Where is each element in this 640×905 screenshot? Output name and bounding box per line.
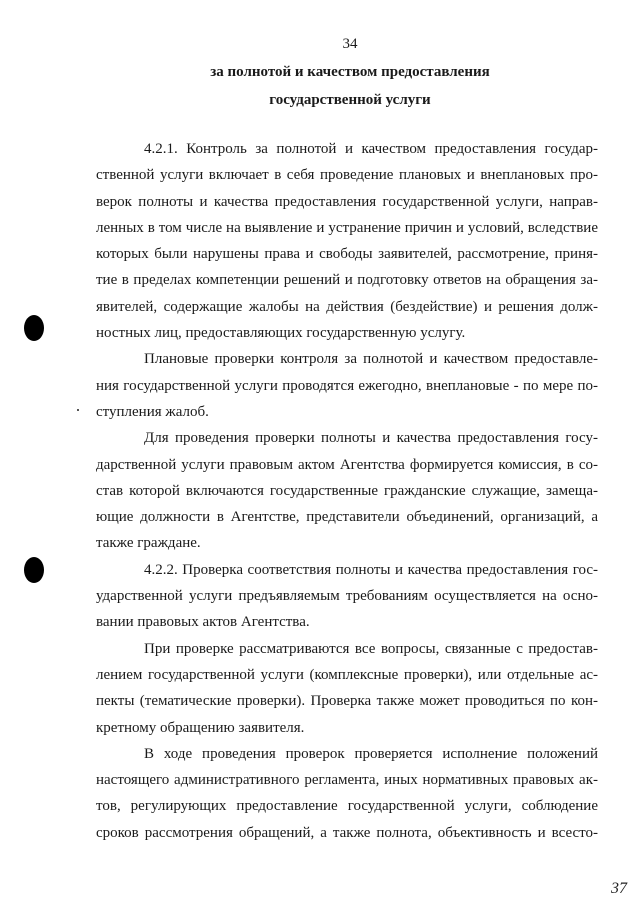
scan-speck	[77, 409, 79, 411]
text-line: ностных лиц, предоставляющих государственную услугу.	[96, 325, 466, 342]
text-line: пекты (тематические проверки). Проверка также может проводиться по кон-	[96, 693, 598, 710]
text-line: ющие должности в Агентстве, представители объединений, организаций, а	[96, 509, 598, 526]
section-heading-line-1: за полнотой и качеством предоставления	[210, 64, 490, 80]
handwritten-sheet-number: 37	[611, 880, 627, 897]
text-line: вании правовых актов Агентства.	[96, 614, 310, 631]
paragraph	[96, 136, 598, 346]
text-line: ленных в том числе на выявление и устранение причин и условий, вследствие	[96, 219, 598, 236]
text-line: настоящего административного регламента, иных нормативных правовых ак-	[96, 772, 598, 789]
text-line: также граждане.	[96, 535, 201, 552]
paragraph	[96, 636, 598, 741]
text-line: явителей, содержащие жалобы на действия (бездействие) и решения долж-	[96, 298, 598, 315]
paragraph	[96, 557, 598, 636]
text-line: лением государственной услуги (комплексные проверки), или отдельные ас-	[96, 666, 598, 683]
text-line: При проверке рассматриваются все вопросы, связанные с предостав-	[144, 640, 598, 657]
text-line: дарственной услуги правовым актом Агентства формируется комиссия, в со-	[96, 456, 598, 473]
text-line: ударственной услуги предъявляемым требованиям осуществляется на осно-	[96, 588, 598, 605]
text-line: тие в пределах компетенции решений и подготовку ответов на обращения за-	[96, 272, 598, 289]
text-line: 4.2.2. Проверка соответствия полноты и качества предоставления гос-	[144, 561, 598, 578]
punch-hole	[24, 557, 44, 583]
text-line: кретному обращению заявителя.	[96, 719, 305, 736]
text-line: ступления жалоб.	[96, 403, 209, 420]
punch-hole	[24, 315, 44, 341]
section-heading-line-2: государственной услуги	[269, 92, 431, 108]
text-line: ния государственной услуги проводятся ежегодно, внеплановые - по мере по-	[96, 377, 598, 394]
text-line: сроков рассмотрения обращений, а также полнота, объективность и всесто-	[96, 824, 598, 841]
text-line: став которой включаются государственные гражданские служащие, замеща-	[96, 482, 598, 499]
body-text	[96, 136, 598, 846]
text-line: которых были нарушены права и свободы заявителей, рассмотрение, приня-	[96, 246, 598, 263]
paragraph	[96, 741, 598, 846]
text-line: верок полноты и качества предоставления государственной услуги, направ-	[96, 193, 598, 210]
paragraph	[96, 346, 598, 425]
text-line: Для проведения проверки полноты и качества предоставления госу-	[144, 430, 598, 447]
text-line: ственной услуги включает в себя проведение плановых и внеплановых про-	[96, 167, 598, 184]
text-line: Плановые проверки контроля за полнотой и качеством предоставле-	[144, 351, 598, 368]
text-line: 4.2.1. Контроль за полнотой и качеством предоставления государ-	[144, 141, 598, 157]
paragraph	[96, 425, 598, 556]
page-number: 34	[342, 36, 358, 52]
text-line: В ходе проведения проверок проверяется исполнение положений	[144, 745, 598, 762]
text-line: тов, регулирующих предоставление государственной услуги, соблюдение	[96, 798, 598, 815]
